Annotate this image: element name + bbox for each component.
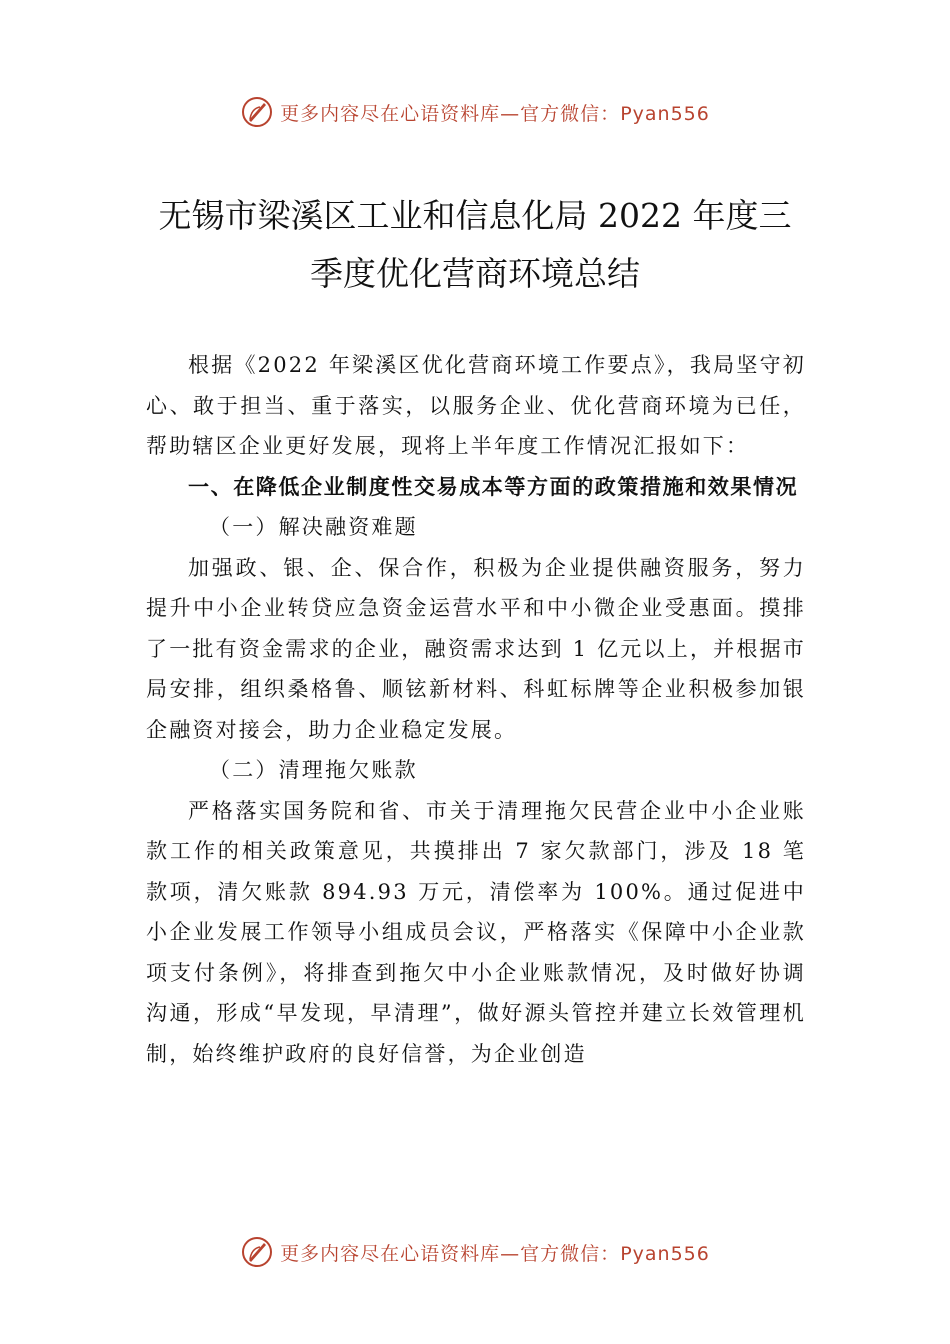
intro-paragraph: 根据《2022 年梁溪区优化营商环境工作要点》，我局坚守初心、敢于担当、重于落实，以服务企业、优化营商环境为已任，帮助辖区企业更好发展，现将上半年度工作情况汇报如下：: [146, 353, 806, 458]
subsection-1-heading: （一）解决融资难题: [209, 515, 418, 539]
watermark-wechat-label: 官方微信：: [520, 1242, 621, 1265]
document-title-line-2: 季度优化营商环境总结: [310, 254, 640, 293]
watermark-brand: 更多内容尽在心语资料库: [280, 102, 501, 125]
document-body: [146, 345, 806, 1074]
watermark-wechat-id: Pyan556: [620, 1242, 710, 1265]
watermark-text: [280, 1239, 710, 1266]
subsection-1-body: 加强政、银、企、保合作，积极为企业提供融资服务，努力提升中小企业转贷应急资金运营水平和中小微企业受惠面。摸排了一批有资金需求的企业，融资需求达到 1 亿元以上，并根据市局安排，组织桑格鲁、顺铉新材料、科虹标牌等企业积极参加银企融资对接会，助力企业稳定发展。: [146, 555, 806, 742]
quill-logo-icon: [240, 95, 274, 129]
watermark-brand: 更多内容尽在心语资料库: [280, 1242, 501, 1265]
section-1-heading: 一、在降低企业制度性交易成本等方面的政策措施和效果情况: [188, 474, 799, 499]
header-watermark: [0, 92, 950, 132]
watermark-wechat-label: 官方微信：: [520, 102, 621, 125]
watermark-text: [280, 99, 710, 126]
quill-logo-icon: [240, 1235, 274, 1269]
subsection-2-body: 严格落实国务院和省、市关于清理拖欠民营企业中小企业账款工作的相关政策意见，共摸排出 7 家欠款部门，涉及 18 笔款项，清欠账款 894.93 万元，清偿率为 100%。通过促进中小企业发展工作领导小组成员会议，严格落实《保障中小企业款项支付条例》，将排查到拖欠中小企业账款情况，及时做好协调沟通，形成“早发现，早清理”，做好源头管控并建立长效管理机制，始终维护政府的良好信誉，为企业创造: [146, 798, 806, 1066]
watermark-separator: —: [500, 1242, 521, 1265]
watermark-wechat-id: Pyan556: [620, 102, 710, 125]
footer-watermark: [0, 1232, 950, 1272]
watermark-separator: —: [500, 102, 521, 125]
document-title-line-1: 无锡市梁溪区工业和信息化局 2022 年度三: [158, 196, 792, 235]
subsection-2-heading: （二）清理拖欠账款: [209, 758, 418, 782]
